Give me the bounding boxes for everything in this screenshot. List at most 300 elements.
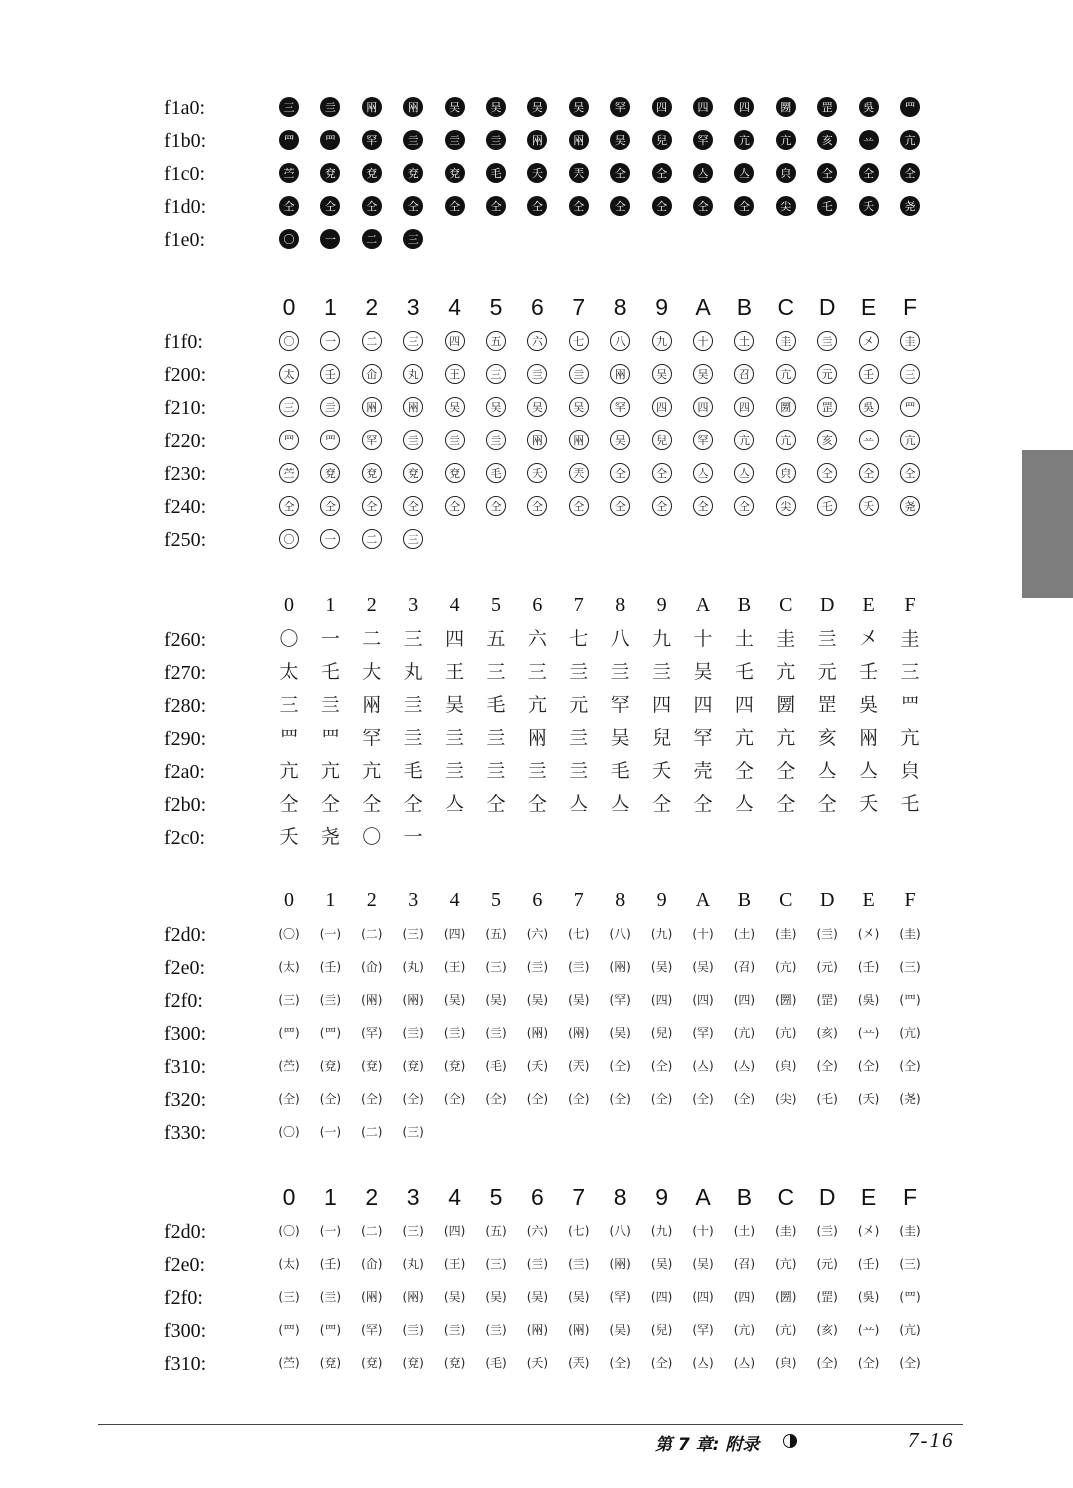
glyph-cell: 乇 xyxy=(817,196,837,216)
glyph-cell: (兗) xyxy=(319,1059,342,1073)
glyph-cell: 兗 xyxy=(403,163,423,183)
glyph-cell: 㒳 xyxy=(403,397,423,417)
glyph-cell: (㒳) xyxy=(568,1323,590,1337)
glyph-cell: 三 xyxy=(403,229,423,249)
glyph-cell: 毛 xyxy=(486,693,506,716)
glyph-cell: 仝 xyxy=(362,792,382,815)
glyph-cell: (仝) xyxy=(609,1356,631,1370)
glyph-cell: 仝 xyxy=(652,463,672,483)
glyph-row xyxy=(0,360,1073,390)
glyph-cell: 土 xyxy=(734,627,754,650)
glyph-cell: 七 xyxy=(569,627,589,650)
glyph-cell: (㒳) xyxy=(609,960,631,974)
glyph-cell: 㒳 xyxy=(362,693,382,716)
row-code-label: f280: xyxy=(164,695,207,717)
glyph-cell: (〇) xyxy=(278,1224,300,1238)
glyph-cell: 毛 xyxy=(486,163,506,183)
glyph-cell: 乇 xyxy=(900,792,920,815)
glyph-cell: 罕 xyxy=(693,130,713,150)
glyph-cell: (丸) xyxy=(402,960,424,974)
column-header: 9 xyxy=(656,889,667,911)
column-header: D xyxy=(818,1184,836,1210)
glyph-cell: (仝) xyxy=(609,1092,631,1106)
glyph-cell: (仝) xyxy=(319,1092,342,1106)
glyph-cell: 㒳 xyxy=(569,130,589,150)
glyph-cell: 吴 xyxy=(693,660,713,683)
glyph-cell: (仝) xyxy=(609,1059,631,1073)
column-header: 7 xyxy=(573,594,584,616)
row-code-label: f250: xyxy=(164,529,207,551)
glyph-cell: (一) xyxy=(319,1125,342,1139)
glyph-cell: (亼) xyxy=(733,1059,756,1073)
glyph-cell: (兗) xyxy=(361,1356,383,1370)
glyph-cell: 尧 xyxy=(900,196,920,216)
column-header: 7 xyxy=(572,1184,586,1210)
glyph-cell: 吴 xyxy=(527,397,547,417)
glyph-cell: 圭 xyxy=(776,627,796,650)
glyph-cell: (罕) xyxy=(361,1323,383,1337)
glyph-cell: 四 xyxy=(445,627,465,650)
glyph-cell: 亼 xyxy=(859,759,879,782)
row-code-label: f210: xyxy=(164,397,207,419)
glyph-row xyxy=(0,953,1073,983)
column-header: B xyxy=(736,294,753,320)
glyph-cell: 乇 xyxy=(734,660,754,683)
glyph-cell: 吴 xyxy=(569,397,589,417)
glyph-cell: (兗) xyxy=(319,1356,342,1370)
row-code-label: f2a0: xyxy=(164,761,206,783)
glyph-cell: 亖 xyxy=(527,759,547,782)
glyph-row xyxy=(0,986,1073,1016)
glyph-cell: 仝 xyxy=(817,792,837,815)
glyph-cell: (九) xyxy=(650,927,673,941)
column-header: 6 xyxy=(530,294,544,320)
column-header: B xyxy=(736,1184,753,1210)
glyph-cell: 亖 xyxy=(445,726,465,749)
glyph-cell: (吴) xyxy=(485,1290,507,1304)
glyph-cell: 四 xyxy=(652,693,672,716)
glyph-cell: 召 xyxy=(734,364,754,384)
glyph-cell: 三 xyxy=(279,397,299,417)
column-header: 4 xyxy=(448,294,461,320)
glyph-cell: 亖 xyxy=(445,130,465,150)
glyph-cell: 仚 xyxy=(362,364,382,384)
glyph-cell: (三) xyxy=(402,927,424,941)
glyph-cell: 四 xyxy=(734,97,754,117)
row-code-label: f1c0: xyxy=(164,163,206,185)
glyph-cell: (仝) xyxy=(857,1059,880,1073)
glyph-cell: 罕 xyxy=(610,97,630,117)
glyph-cell: (圐) xyxy=(775,993,797,1007)
glyph-cell: 兗 xyxy=(445,163,465,183)
glyph-cell: 仝 xyxy=(403,496,423,516)
glyph-cell: (亢) xyxy=(733,1323,756,1337)
row-code-label: f1b0: xyxy=(164,130,207,152)
glyph-cell: 兲 xyxy=(569,163,589,183)
glyph-cell: (㒵) xyxy=(775,1059,797,1073)
glyph-cell: 亢 xyxy=(776,660,796,683)
glyph-cell: 亢 xyxy=(320,759,340,782)
glyph-cell: (五) xyxy=(485,1224,507,1238)
row-code-label: f230: xyxy=(164,463,207,485)
glyph-cell: (乇) xyxy=(816,1092,838,1106)
glyph-cell: (圐) xyxy=(775,1290,797,1304)
glyph-cell: 三 xyxy=(403,627,423,650)
glyph-cell: 㒳 xyxy=(362,397,382,417)
glyph-cell: 亖 xyxy=(652,660,672,683)
glyph-cell: 仝 xyxy=(362,196,382,216)
row-code-label: f270: xyxy=(164,662,207,684)
glyph-cell: 苎 xyxy=(279,163,299,183)
glyph-cell: 仝 xyxy=(652,163,672,183)
column-header: 3 xyxy=(406,1184,420,1210)
glyph-cell: 四 xyxy=(652,397,672,417)
glyph-cell: 仝 xyxy=(320,496,340,516)
glyph-cell: 一 xyxy=(320,229,340,249)
column-header: 0 xyxy=(284,889,294,911)
glyph-cell: 八 xyxy=(610,331,630,351)
glyph-cell: (亖) xyxy=(443,1026,466,1040)
glyph-cell: (吴) xyxy=(609,1323,631,1337)
glyph-cell: (壬) xyxy=(857,960,880,974)
glyph-cell: 元 xyxy=(817,364,837,384)
glyph-cell: (㒳) xyxy=(609,1257,631,1271)
glyph-cell: 仝 xyxy=(279,196,299,216)
row-code-label: f2e0: xyxy=(164,1254,206,1276)
glyph-cell: (七) xyxy=(568,927,590,941)
glyph-cell: (十) xyxy=(692,1224,714,1238)
glyph-cell: 吴 xyxy=(445,97,465,117)
glyph-cell: (兒) xyxy=(650,1026,673,1040)
glyph-cell: 亥 xyxy=(817,130,837,150)
glyph-cell: 亼 xyxy=(693,463,713,483)
glyph-cell: 吴 xyxy=(569,97,589,117)
glyph-cell: 亖 xyxy=(486,759,506,782)
glyph-cell: (亢) xyxy=(775,960,797,974)
glyph-cell: (吳) xyxy=(857,1290,880,1304)
glyph-cell: 乇 xyxy=(817,496,837,516)
glyph-cell: 八 xyxy=(610,627,630,650)
column-header: 5 xyxy=(491,889,501,911)
glyph-cell: 仝 xyxy=(734,496,754,516)
glyph-cell: 仝 xyxy=(279,496,299,516)
glyph-cell: 三 xyxy=(900,660,920,683)
glyph-cell: (夭) xyxy=(526,1356,549,1370)
glyph-cell: 吳 xyxy=(859,693,879,716)
glyph-cell: 仝 xyxy=(445,496,465,516)
glyph-row xyxy=(0,1217,1073,1247)
glyph-cell: 亢 xyxy=(734,130,754,150)
glyph-cell: (兗) xyxy=(443,1356,466,1370)
glyph-cell: 四 xyxy=(693,397,713,417)
glyph-cell: (亥) xyxy=(816,1323,838,1337)
glyph-cell: (召) xyxy=(733,960,756,974)
glyph-cell: 罒 xyxy=(320,726,340,749)
glyph-cell: (土) xyxy=(733,927,756,941)
glyph-cell: 夭 xyxy=(859,496,879,516)
glyph-cell: (㒳) xyxy=(526,1026,549,1040)
row-code-label: f290: xyxy=(164,728,207,750)
glyph-cell: 圐 xyxy=(776,97,796,117)
glyph-cell: 亖 xyxy=(486,130,506,150)
column-header: 2 xyxy=(365,1184,379,1210)
glyph-cell: 仝 xyxy=(445,196,465,216)
glyph-cell: (罒) xyxy=(278,1026,300,1040)
glyph-cell: (三) xyxy=(278,1290,300,1304)
glyph-cell: (㒳) xyxy=(526,1323,549,1337)
glyph-cell: (八) xyxy=(609,1224,631,1238)
glyph-cell: (太) xyxy=(278,1257,300,1271)
glyph-cell: 仝 xyxy=(403,196,423,216)
glyph-cell: 亖 xyxy=(569,364,589,384)
glyph-cell: 九 xyxy=(652,331,672,351)
glyph-cell: 㒳 xyxy=(610,364,630,384)
glyph-cell: (亖) xyxy=(319,1290,342,1304)
glyph-cell: (罕) xyxy=(361,1026,383,1040)
footer-page-number: 7-16 xyxy=(908,1428,955,1452)
glyph-cell: (仝) xyxy=(650,1092,673,1106)
glyph-cell: 㒵 xyxy=(900,759,920,782)
glyph-cell: (夭) xyxy=(526,1059,549,1073)
glyph-cell: 二 xyxy=(362,229,382,249)
glyph-cell: (吴) xyxy=(692,1257,714,1271)
glyph-cell: (仚) xyxy=(361,1257,383,1271)
glyph-cell: 兒 xyxy=(652,430,672,450)
row-code-label: f2d0: xyxy=(164,924,207,946)
glyph-cell: (元) xyxy=(816,1257,838,1271)
glyph-cell: 夭 xyxy=(859,792,879,815)
glyph-cell: 亼 xyxy=(817,759,837,782)
glyph-cell: (毛) xyxy=(485,1356,507,1370)
glyph-cell: 亢 xyxy=(362,759,382,782)
glyph-cell: 仝 xyxy=(776,759,796,782)
glyph-cell: 仝 xyxy=(734,759,754,782)
glyph-cell: 亼 xyxy=(569,792,589,815)
glyph-cell: (亖) xyxy=(402,1323,424,1337)
glyph-cell: 〇 xyxy=(279,529,299,549)
glyph-cell: 罕 xyxy=(362,726,382,749)
glyph-cell: (亖) xyxy=(402,1026,424,1040)
glyph-cell: 兗 xyxy=(320,163,340,183)
glyph-cell: 三 xyxy=(403,331,423,351)
glyph-row xyxy=(0,1052,1073,1082)
glyph-cell: (仚) xyxy=(361,960,383,974)
glyph-cell: (亖) xyxy=(443,1323,466,1337)
row-code-label: f220: xyxy=(164,430,207,452)
glyph-cell: 仝 xyxy=(610,163,630,183)
glyph-cell: 仝 xyxy=(527,496,547,516)
column-header: 8 xyxy=(615,889,626,911)
glyph-cell: 二 xyxy=(362,627,382,650)
glyph-cell: 㐅 xyxy=(859,331,879,351)
glyph-cell: (兗) xyxy=(402,1356,424,1370)
glyph-row xyxy=(0,691,1073,721)
glyph-cell: (壬) xyxy=(857,1257,880,1271)
glyph-cell: 㒳 xyxy=(527,726,547,749)
glyph-cell: (罒) xyxy=(319,1026,342,1040)
glyph-cell: 兗 xyxy=(445,463,465,483)
glyph-cell: (一) xyxy=(319,1224,342,1238)
glyph-cell: (四) xyxy=(443,1224,466,1238)
row-code-label: f2d0: xyxy=(164,1221,207,1243)
glyph-cell: (亼) xyxy=(692,1059,714,1073)
glyph-cell: (兗) xyxy=(361,1059,383,1073)
glyph-cell: 亖 xyxy=(486,430,506,450)
glyph-cell: 亖 xyxy=(320,97,340,117)
glyph-cell: (䒑) xyxy=(857,1026,880,1040)
glyph-cell: 一 xyxy=(320,331,340,351)
row-code-label: f1a0: xyxy=(164,97,206,119)
glyph-cell: 亼 xyxy=(734,463,754,483)
glyph-cell: 四 xyxy=(734,397,754,417)
glyph-cell: 仝 xyxy=(693,196,713,216)
glyph-cell: 仝 xyxy=(320,792,340,815)
glyph-cell: (㒳) xyxy=(568,1026,590,1040)
glyph-cell: 夭 xyxy=(527,163,547,183)
glyph-cell: (吴) xyxy=(443,1290,466,1304)
glyph-cell: (亖) xyxy=(485,1026,507,1040)
row-code-label: f2f0: xyxy=(164,990,203,1012)
glyph-cell: (罕) xyxy=(692,1026,714,1040)
glyph-cell: (苎) xyxy=(278,1356,300,1370)
column-header: E xyxy=(862,889,875,911)
glyph-cell: (召) xyxy=(733,1257,756,1271)
glyph-cell: 三 xyxy=(486,660,506,683)
glyph-cell: 亢 xyxy=(279,759,299,782)
glyph-cell: 〇 xyxy=(279,627,299,650)
glyph-cell: 䒑 xyxy=(859,430,879,450)
glyph-cell: (仝) xyxy=(692,1092,714,1106)
glyph-cell: (兲) xyxy=(568,1059,590,1073)
column-header: 3 xyxy=(408,594,419,616)
glyph-row xyxy=(0,192,1073,222)
column-header: 0 xyxy=(282,1184,296,1210)
glyph-cell: (亖) xyxy=(816,927,838,941)
glyph-row xyxy=(0,492,1073,522)
glyph-cell: 吴 xyxy=(610,726,630,749)
glyph-cell: (仝) xyxy=(899,1059,921,1073)
glyph-cell: (兗) xyxy=(402,1059,424,1073)
column-header: E xyxy=(860,294,877,320)
glyph-cell: (亖) xyxy=(526,960,549,974)
glyph-cell: 四 xyxy=(652,97,672,117)
glyph-cell: (亼) xyxy=(692,1356,714,1370)
column-header: F xyxy=(902,294,918,320)
glyph-row xyxy=(0,1085,1073,1115)
glyph-cell: 仝 xyxy=(693,792,713,815)
glyph-cell: 仝 xyxy=(279,792,299,815)
glyph-cell: 三 xyxy=(403,529,423,549)
glyph-cell: 吳 xyxy=(859,97,879,117)
glyph-cell: 罡 xyxy=(817,97,837,117)
glyph-cell: 亢 xyxy=(900,430,920,450)
glyph-cell: 苎 xyxy=(279,463,299,483)
glyph-cell: (圭) xyxy=(775,1224,797,1238)
glyph-cell: (罕) xyxy=(609,1290,631,1304)
glyph-cell: 亖 xyxy=(403,130,423,150)
row-code-label: f2b0: xyxy=(164,794,207,816)
glyph-cell: (罕) xyxy=(692,1323,714,1337)
glyph-cell: 亥 xyxy=(817,430,837,450)
glyph-row xyxy=(0,327,1073,357)
glyph-cell: (三) xyxy=(485,1257,507,1271)
glyph-cell: 元 xyxy=(817,660,837,683)
glyph-cell: 罡 xyxy=(817,693,837,716)
column-header-row xyxy=(0,590,1073,620)
glyph-cell: 尧 xyxy=(320,825,340,848)
glyph-cell: (十) xyxy=(692,927,714,941)
glyph-row xyxy=(0,225,1073,255)
glyph-cell: (亖) xyxy=(568,960,590,974)
glyph-cell: 亖 xyxy=(817,627,837,650)
glyph-cell: 毛 xyxy=(610,759,630,782)
glyph-cell: 仝 xyxy=(362,496,382,516)
glyph-cell: (圭) xyxy=(899,1224,921,1238)
glyph-cell: 毛 xyxy=(403,759,423,782)
glyph-cell: (四) xyxy=(692,993,714,1007)
column-header: F xyxy=(904,889,916,911)
glyph-cell: 仝 xyxy=(527,196,547,216)
glyph-cell: 亢 xyxy=(776,726,796,749)
column-header: 1 xyxy=(323,1184,337,1210)
column-header: C xyxy=(777,294,795,320)
glyph-cell: 亥 xyxy=(817,726,837,749)
glyph-cell: 王 xyxy=(445,364,465,384)
glyph-cell: 吳 xyxy=(859,397,879,417)
column-header: 2 xyxy=(365,294,379,320)
glyph-cell: 七 xyxy=(569,331,589,351)
glyph-row xyxy=(0,724,1073,754)
glyph-cell: 罒 xyxy=(320,430,340,450)
glyph-cell: (三) xyxy=(402,1224,424,1238)
glyph-row xyxy=(0,823,1073,853)
glyph-cell: (罒) xyxy=(319,1323,342,1337)
glyph-cell: (五) xyxy=(485,927,507,941)
glyph-cell: 夭 xyxy=(652,759,672,782)
glyph-cell: (罒) xyxy=(899,993,921,1007)
glyph-cell: (吴) xyxy=(526,1290,549,1304)
glyph-cell: (仝) xyxy=(402,1092,424,1106)
column-header: C xyxy=(779,889,793,911)
glyph-row xyxy=(0,920,1073,950)
glyph-cell: (三) xyxy=(402,1125,424,1139)
glyph-cell: (八) xyxy=(609,927,631,941)
glyph-cell: 亖 xyxy=(569,726,589,749)
row-code-label: f240: xyxy=(164,496,207,518)
glyph-cell: (丸) xyxy=(402,1257,424,1271)
glyph-cell: 五 xyxy=(486,331,506,351)
glyph-cell: 太 xyxy=(279,660,299,683)
glyph-cell: (〇) xyxy=(278,927,300,941)
glyph-cell: 吴 xyxy=(527,97,547,117)
glyph-cell: (罕) xyxy=(609,993,631,1007)
glyph-cell: (苎) xyxy=(278,1059,300,1073)
glyph-cell: (六) xyxy=(526,1224,549,1238)
glyph-cell: (圭) xyxy=(775,927,797,941)
glyph-cell: (㒵) xyxy=(775,1356,797,1370)
glyph-cell: 一 xyxy=(320,627,340,650)
half-circle-icon xyxy=(783,1434,797,1448)
glyph-cell: 仝 xyxy=(320,196,340,216)
glyph-cell: 仝 xyxy=(693,496,713,516)
glyph-cell: (王) xyxy=(443,1257,466,1271)
glyph-cell: (仝) xyxy=(650,1356,673,1370)
glyph-cell: 夭 xyxy=(859,196,879,216)
glyph-row xyxy=(0,1250,1073,1280)
glyph-cell: (㒳) xyxy=(361,1290,383,1304)
glyph-cell: (仝) xyxy=(568,1092,590,1106)
glyph-cell: 罕 xyxy=(610,693,630,716)
